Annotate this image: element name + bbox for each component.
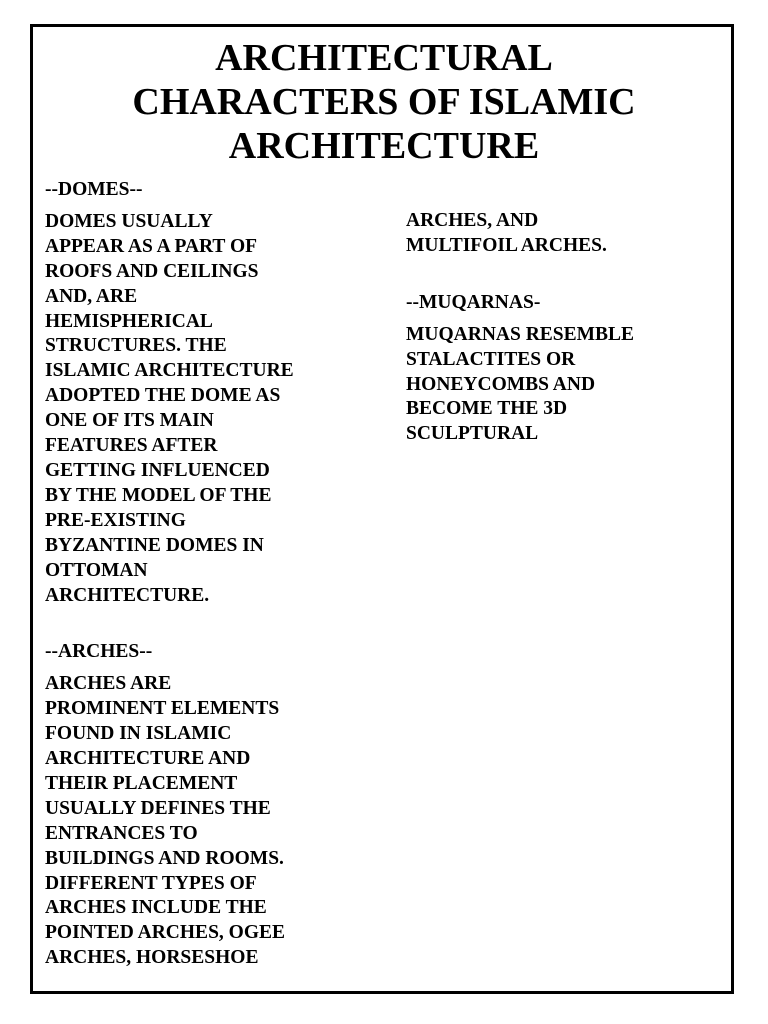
arches-paragraph: ARCHES ARE PROMINENT ELEMENTS FOUND IN ISLAMIC ARCHITECTURE AND THEIR PLACEMENT USUALLY DEFINES THE ENTRANCES TO BUILDINGS AND ROOMS. DIFFERENT TYPES OF ARCHES INCLUDE THE POINTED ARCHES, OGEE ARCHES, HORSESHOE: [45, 673, 286, 969]
right-column: [406, 209, 726, 447]
domes-heading: --DOMES--: [45, 179, 143, 200]
left-column: [45, 178, 375, 971]
arches-heading: --ARCHES--: [45, 641, 153, 663]
arches-paragraph-continued: ARCHES, AND MULTIFOIL ARCHES.: [406, 210, 607, 256]
document-title: ARCHITECTURAL CHARACTERS OF ISLAMIC ARCHITECTURE: [132, 37, 636, 167]
domes-paragraph: DOMES USUALLY APPEAR AS A PART OF ROOFS AND CEILINGS AND, ARE HEMISPHERICAL STRUCTURES. THE ISLAMIC ARCHITECTURE ADOPTED THE DOME AS ONE OF ITS MAIN FEATURES AFTER GETTING INFLUENCED BY THE MODEL OF THE PRE-EXISTING BYZANTINE DOMES IN OTTOMAN ARCHITECTURE.: [45, 210, 294, 606]
muqarnas-paragraph: MUQARNAS RESEMBLE STALACTITES OR HONEYCOMBS AND BECOME THE 3D SCULPTURAL: [406, 323, 635, 445]
muqarnas-heading: --MUQARNAS-: [406, 291, 541, 313]
